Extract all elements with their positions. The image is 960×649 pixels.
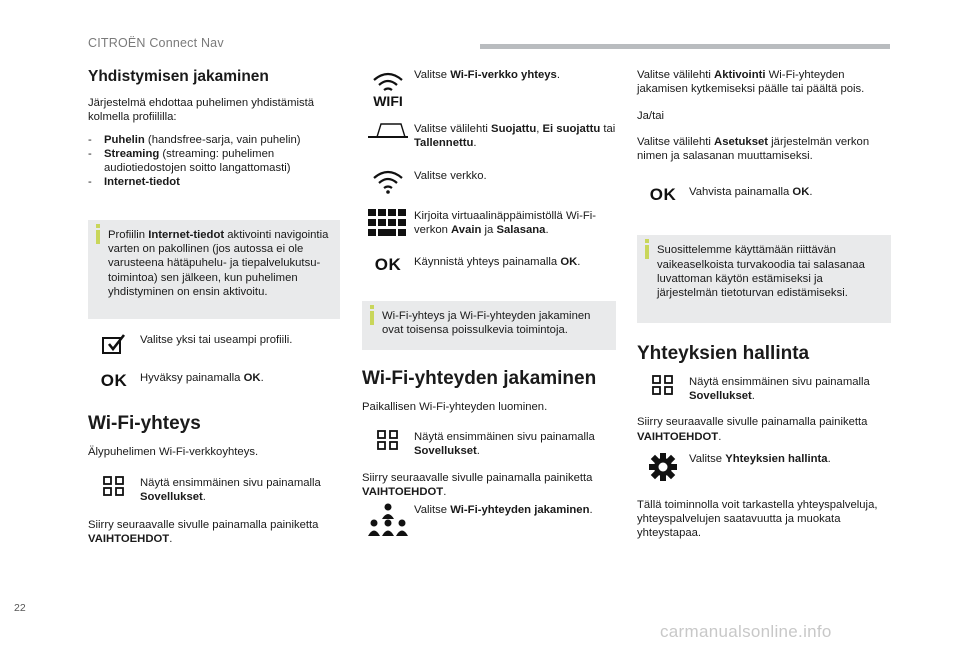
header-divider — [480, 44, 890, 49]
apps-grid-icon — [637, 375, 689, 395]
info-icon — [370, 305, 374, 309]
step-select-tab: Valitse välilehti Suojattu, Ei suojattu tai Tallennettu. — [362, 122, 616, 151]
next-page-instruction: Siirry seuraavalle sivulle painamalla painiketta VAIHTOEHDOT. — [362, 471, 593, 498]
activation-instruction: Valitse välilehti Aktivointi Wi-Fi-yhteyden jakamisen kytkemiseksi päälle tai päältä pois. — [637, 69, 865, 96]
heading-connection-management: Yhteyksien hallinta — [637, 342, 810, 364]
wifi-icon — [362, 68, 414, 108]
step-select-profiles: Valitse yksi tai useampi profiili. — [88, 333, 340, 355]
step-select-network: Valitse verkko. — [362, 169, 616, 195]
step-accept-ok: OK Hyväksy painamalla OK. — [100, 371, 264, 391]
info-icon — [645, 239, 649, 243]
apps-grid-icon — [88, 476, 140, 496]
heading-connection-sharing: Yhdistymisen jakaminen — [88, 68, 269, 85]
page-number: 22 — [14, 602, 26, 614]
list-item: - Puhelin (handsfree-sarja, vain puhelin) — [88, 133, 301, 146]
svg-text:WIFI: WIFI — [373, 93, 403, 108]
info-note-exclusive: Wi-Fi-yhteys ja Wi-Fi-yhteyden jakaminen ovat toisensa poissulkevia toimintoja. — [362, 301, 616, 350]
ok-icon: OK — [649, 185, 677, 205]
next-page-instruction: Siirry seuraavalle sivulle painamalla painiketta VAIHTOEHDOT. — [637, 416, 868, 443]
manual-title: CITROËN Connect Nav — [88, 36, 224, 50]
and-or: Ja/tai — [637, 109, 665, 122]
apps-grid-icon — [362, 430, 414, 450]
step-enter-key: Kirjoita virtuaalinäppäimistöllä Wi-Fi-verkon Avain ja Salasana. — [362, 209, 616, 238]
gear-icon — [637, 452, 689, 482]
step-open-apps: Näytä ensimmäinen sivu painamalla Sovellukset. — [362, 430, 616, 459]
sharing-intro: Paikallisen Wi-Fi-yhteyden luominen. — [362, 400, 548, 413]
heading-wifi: Wi-Fi-yhteys — [88, 413, 201, 435]
wifi-intro: Älypuhelimen Wi-Fi-verkkoyhteys. — [88, 446, 259, 459]
wifi-signal-icon — [362, 169, 414, 195]
users-icon — [362, 503, 414, 537]
tab-icon — [362, 122, 414, 140]
info-note-security: Suosittelemme käyttämään riittävän vaikeaselkoista turvakoodia tai salasanaa luvattoman käytön estämiseksi ja järjestelmän tietoturvan edistämiseksi. — [637, 235, 891, 322]
ok-icon: OK — [100, 371, 128, 391]
step-open-apps: Näytä ensimmäinen sivu painamalla Sovellukset. — [637, 375, 891, 404]
step-start-ok: OK Käynnistä yhteys painamalla OK. — [374, 255, 581, 275]
watermark: carmanualsonline.info — [660, 622, 832, 641]
column-3 — [637, 62, 891, 549]
profiles-intro: Järjestelmä ehdottaa puhelimen yhdistämistä kolmella profiililla: — [88, 97, 315, 124]
profile-list — [88, 133, 340, 190]
info-note-internet: Profiilin Internet-tiedot aktivointi navigointia varten on pakollinen (jos autossa ei ole varusteena hätäpuhelu- ja tiepalvelukutsu-toimintoa) sen jälkeen, kun puhelimen yhdistyminen on ensin aktivoitu. — [88, 220, 340, 319]
column-1 — [88, 62, 340, 555]
column-2 — [362, 62, 616, 547]
info-icon — [96, 224, 100, 228]
step-select-management: Valitse Yhteyksien hallinta. — [637, 452, 891, 482]
management-description: Tällä toiminnolla voit tarkastella yhteyspalveluja, yhteyspalvelujen saatavuutta ja muokata yhteystapaa. — [637, 498, 878, 540]
list-item: - Streaming (streaming: puhelimen audiotiedostojen soitto langattomasti) — [88, 147, 291, 175]
step-confirm-ok: OK Vahvista painamalla OK. — [649, 185, 813, 205]
checkbox-icon — [88, 333, 140, 355]
ok-icon: OK — [374, 255, 402, 275]
step-select-sharing: Valitse Wi-Fi-yhteyden jakaminen. — [362, 503, 616, 537]
keyboard-icon — [362, 209, 414, 237]
settings-instruction: Valitse välilehti Asetukset järjestelmän verkon nimen ja salasanan muuttamiseksi. — [637, 135, 870, 163]
heading-wifi-sharing: Wi-Fi-yhteyden jakaminen — [362, 367, 597, 389]
step-open-apps: Näytä ensimmäinen sivu painamalla Sovellukset. — [88, 476, 340, 505]
list-item: - Internet-tiedot — [88, 176, 180, 189]
step-wifi-network: WIFI Valitse Wi-Fi-verkko yhteys. — [362, 68, 616, 108]
next-page-instruction: Siirry seuraavalle sivulle painamalla painiketta VAIHTOEHDOT. — [88, 519, 319, 546]
